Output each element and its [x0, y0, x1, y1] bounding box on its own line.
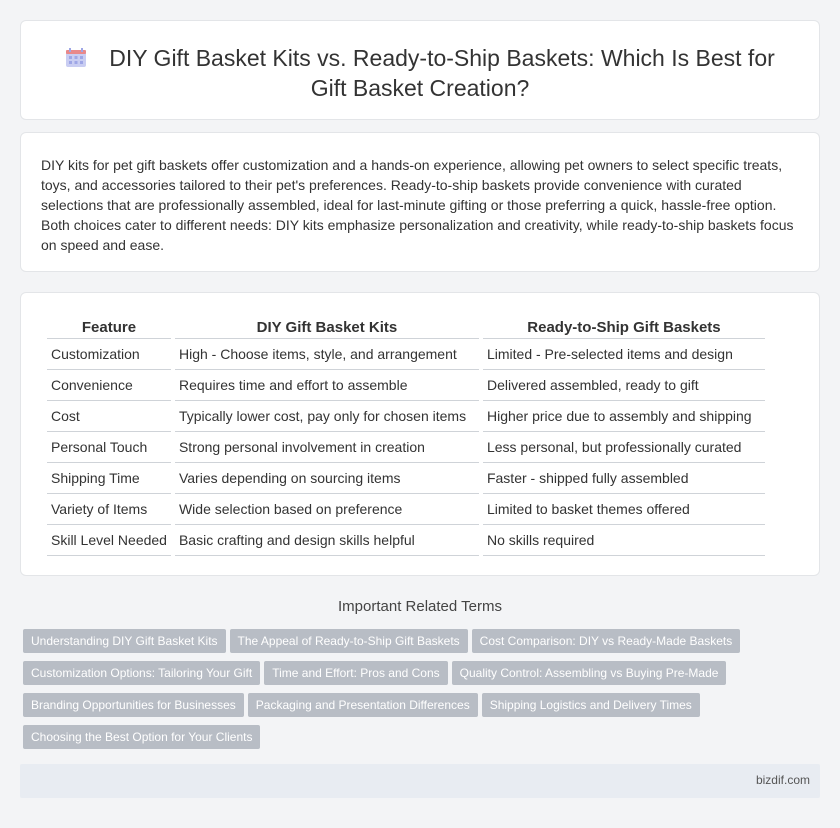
table-row	[47, 432, 765, 463]
ready-cell: Delivered assembled, ready to gift	[483, 370, 765, 401]
related-term-tag[interactable]: Packaging and Presentation Differences	[248, 693, 478, 717]
related-term-tag[interactable]: Shipping Logistics and Delivery Times	[482, 693, 700, 717]
table-row	[47, 401, 765, 432]
table-row	[47, 463, 765, 494]
page-title	[21, 43, 819, 103]
feature-cell: Skill Level Needed	[47, 525, 171, 556]
ready-cell: Less personal, but professionally curated	[483, 432, 765, 463]
diy-cell: Wide selection based on preference	[175, 494, 479, 525]
related-term-tag[interactable]: Understanding DIY Gift Basket Kits	[23, 629, 226, 653]
title-line-2: Gift Basket Creation?	[310, 75, 530, 101]
diy-cell: Varies depending on sourcing items	[175, 463, 479, 494]
intro-paragraph: DIY kits for pet gift baskets offer customization and a hands-on experience, allowing pet owners to select specific treats, toys, and accessories tailored to their pet's preferences. Ready-to-ship baskets provide convenience with curated selections that are professionally assembled, ideal for last-minute gifting or those preferring a quick, hassle-free option. Both choices cater to different needs: DIY kits emphasize personalization and creativity, while ready-to-ship baskets focus on speed and ease.	[41, 157, 794, 253]
feature-cell: Customization	[47, 339, 171, 370]
ready-cell: Faster - shipped fully assembled	[483, 463, 765, 494]
related-term-tag[interactable]: Cost Comparison: DIY vs Ready-Made Baskets	[472, 629, 741, 653]
ready-cell: Limited - Pre-selected items and design	[483, 339, 765, 370]
ready-cell: No skills required	[483, 525, 765, 556]
table-row	[47, 339, 765, 370]
header-ready: Ready-to-Ship Gift Baskets	[483, 317, 765, 339]
title-card	[20, 20, 820, 120]
comparison-table	[43, 317, 769, 556]
table-header-row	[47, 317, 765, 339]
footer-site-link[interactable]: bizdif.com	[755, 773, 810, 787]
ready-cell: Limited to basket themes offered	[483, 494, 765, 525]
related-term-tag[interactable]: The Appeal of Ready-to-Ship Gift Baskets	[230, 629, 468, 653]
related-term-tag[interactable]: Customization Options: Tailoring Your Gift	[23, 661, 260, 685]
header-feature: Feature	[47, 317, 171, 339]
table-row	[47, 370, 765, 401]
table-row	[47, 525, 765, 556]
diy-cell: Basic crafting and design skills helpful	[175, 525, 479, 556]
footer	[20, 764, 820, 798]
feature-cell: Variety of Items	[47, 494, 171, 525]
feature-cell: Convenience	[47, 370, 171, 401]
header-diy: DIY Gift Basket Kits	[175, 317, 479, 339]
ready-cell: Higher price due to assembly and shipping	[483, 401, 765, 432]
diy-cell: Strong personal involvement in creation	[175, 432, 479, 463]
diy-cell: Typically lower cost, pay only for chosen items	[175, 401, 479, 432]
related-terms-heading: Important Related Terms	[338, 598, 502, 615]
feature-cell: Cost	[47, 401, 171, 432]
title-line-1: DIY Gift Basket Kits vs. Ready-to-Ship Baskets: Which Is Best for	[109, 45, 775, 71]
related-terms-list	[23, 629, 803, 757]
table-row	[47, 494, 765, 525]
related-term-tag[interactable]: Branding Opportunities for Businesses	[23, 693, 244, 717]
feature-cell: Shipping Time	[47, 463, 171, 494]
diy-cell: Requires time and effort to assemble	[175, 370, 479, 401]
related-term-tag[interactable]: Choosing the Best Option for Your Clients	[23, 725, 260, 749]
related-term-tag[interactable]: Time and Effort: Pros and Cons	[264, 661, 447, 685]
comparison-card	[20, 292, 820, 576]
calendar-icon	[65, 45, 87, 65]
related-term-tag[interactable]: Quality Control: Assembling vs Buying Pre-Made	[452, 661, 727, 685]
diy-cell: High - Choose items, style, and arrangement	[175, 339, 479, 370]
feature-cell: Personal Touch	[47, 432, 171, 463]
intro-card	[20, 132, 820, 272]
